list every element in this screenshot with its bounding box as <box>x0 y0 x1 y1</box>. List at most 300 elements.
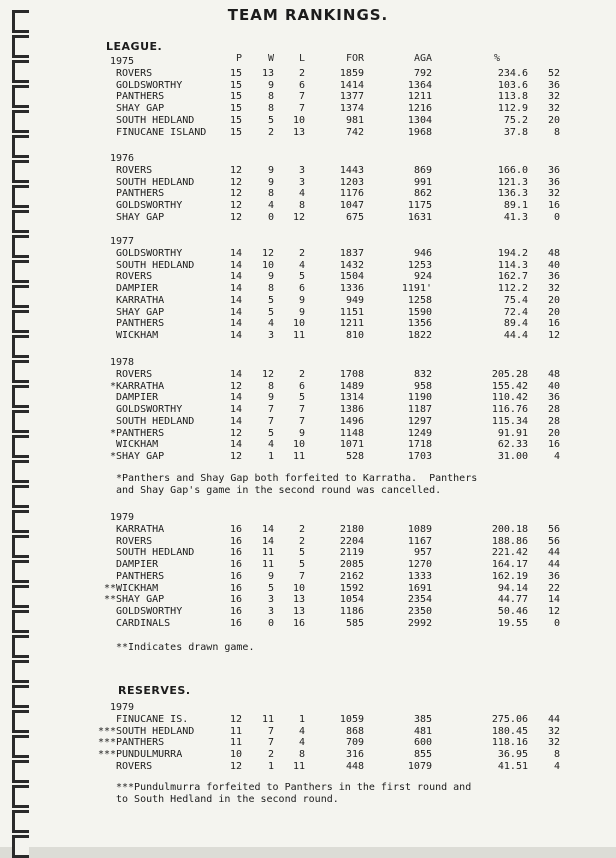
cell-aga: 1190 <box>407 392 432 404</box>
cell-w: 9 <box>267 79 274 91</box>
cell-team: SOUTH HEDLAND <box>116 415 195 427</box>
cell-team: ROVERS <box>116 165 153 176</box>
cell-l: 6 <box>298 79 305 91</box>
cell-for: 868 <box>345 725 364 737</box>
cell-w: 7 <box>267 737 274 749</box>
cell-p: 16 <box>229 594 242 606</box>
cell-p: 16 <box>229 535 242 547</box>
cell-pts: 36 <box>547 176 560 188</box>
table-row <box>0 103 616 115</box>
cell-pts: 8 <box>553 749 560 761</box>
cell-pct: 221.42 <box>491 547 528 559</box>
cell-l: 6 <box>298 380 305 392</box>
table-row <box>0 80 616 92</box>
cell-aga: 1297 <box>407 415 432 427</box>
cell-l: 5 <box>298 547 305 559</box>
table-row <box>0 439 616 451</box>
cell-team: SHAY GAP <box>116 594 165 606</box>
cell-w: 5 <box>267 114 274 126</box>
cell-l: 9 <box>298 427 305 439</box>
cell-l: 4 <box>298 725 305 737</box>
cell-p: 14 <box>229 259 242 271</box>
cell-team: PANTHERS <box>116 91 165 103</box>
cell-team: KARRATHA <box>116 294 165 306</box>
cell-pct: 112.9 <box>497 103 528 115</box>
cell-l: 8 <box>298 749 305 761</box>
binding-ring <box>12 635 29 658</box>
cell-p: 15 <box>229 79 242 91</box>
cell-pct: 50.46 <box>497 605 528 617</box>
cell-pts: 0 <box>553 211 560 223</box>
cell-pts: 36 <box>547 165 560 176</box>
cell-aga: 2350 <box>407 605 432 617</box>
cell-aga: 946 <box>413 248 432 259</box>
cell-for: 1374 <box>339 103 364 115</box>
cell-l: 3 <box>298 165 305 176</box>
cell-for: 1176 <box>339 188 364 200</box>
season-1979-year: 1979 <box>110 512 135 523</box>
table-row <box>0 618 616 630</box>
cell-aga: 1167 <box>407 535 432 547</box>
cell-aga: 1590 <box>407 306 432 318</box>
cell-pct: 234.6 <box>497 68 528 79</box>
cell-p: 16 <box>229 547 242 559</box>
cell-l: 16 <box>292 617 305 629</box>
cell-pct: 110.42 <box>491 392 528 404</box>
cell-pct: 19.55 <box>497 617 528 629</box>
table-row <box>0 369 616 381</box>
cell-pts: 48 <box>547 369 560 380</box>
table-row <box>0 115 616 127</box>
cell-w: 3 <box>267 605 274 617</box>
table-row <box>0 91 616 103</box>
cell-for: 1151 <box>339 306 364 318</box>
cell-pct: 91.91 <box>497 427 528 439</box>
table-row <box>0 606 616 618</box>
cell-for: 528 <box>345 450 364 462</box>
cell-pct: 41.51 <box>497 760 528 772</box>
cell-pct: 113.8 <box>497 91 528 103</box>
cell-w: 8 <box>267 103 274 115</box>
cell-pts: 28 <box>547 404 560 416</box>
cell-team: SOUTH HEDLAND <box>116 259 195 271</box>
cell-aga: 1253 <box>407 259 432 271</box>
table-row <box>0 68 616 80</box>
cell-aga: 481 <box>413 725 432 737</box>
cell-l: 11 <box>292 760 305 772</box>
cell-aga: 1703 <box>407 450 432 462</box>
cell-for: 1148 <box>339 427 364 439</box>
table-row <box>0 260 616 272</box>
cell-pct: 75.4 <box>503 294 528 306</box>
table-row <box>0 271 616 283</box>
cell-pts: 48 <box>547 248 560 259</box>
cell-p: 12 <box>229 714 242 725</box>
cell-aga: 1187 <box>407 404 432 416</box>
cell-aga: 1356 <box>407 318 432 330</box>
page-title: TEAM RANKINGS. <box>227 6 389 24</box>
cell-pts: 32 <box>547 283 560 295</box>
cell-for: 981 <box>345 114 364 126</box>
cell-team: GOLDSWORTHY <box>116 605 183 617</box>
cell-p: 12 <box>229 760 242 772</box>
cell-team: FINUCANE IS. <box>116 714 189 725</box>
cell-mark: * <box>109 427 116 439</box>
cell-l: 9 <box>298 306 305 318</box>
cell-w: 9 <box>267 570 274 582</box>
cell-p: 14 <box>229 248 242 259</box>
table-row <box>0 404 616 416</box>
cell-pts: 36 <box>547 271 560 283</box>
cell-pct: 121.3 <box>497 176 528 188</box>
cell-for: 1496 <box>339 415 364 427</box>
cell-pct: 114.3 <box>497 259 528 271</box>
cell-pts: 22 <box>547 582 560 594</box>
cell-pct: 44.77 <box>497 594 528 606</box>
cell-for: 1504 <box>339 271 364 283</box>
cell-p: 16 <box>229 582 242 594</box>
cell-l: 2 <box>298 248 305 259</box>
cell-p: 15 <box>229 68 242 79</box>
cell-pts: 56 <box>547 535 560 547</box>
cell-for: 1837 <box>339 248 364 259</box>
cell-team: ROVERS <box>116 369 153 380</box>
cell-pts: 20 <box>547 114 560 126</box>
cell-team: SOUTH HEDLAND <box>116 114 195 126</box>
table-row <box>0 212 616 224</box>
cell-pts: 52 <box>547 68 560 79</box>
cell-pct: 72.4 <box>503 306 528 318</box>
cell-pts: 28 <box>547 415 560 427</box>
cell-l: 7 <box>298 91 305 103</box>
cell-aga: 1364 <box>407 79 432 91</box>
cell-p: 11 <box>229 737 242 749</box>
cell-p: 14 <box>229 439 242 451</box>
cell-pts: 4 <box>553 760 560 772</box>
cell-pct: 275.06 <box>491 714 528 725</box>
season-1977-year: 1977 <box>110 236 135 247</box>
cell-pts: 12 <box>547 605 560 617</box>
cell-team: PUNDULMURRA <box>116 749 183 761</box>
cell-aga: 792 <box>413 68 432 79</box>
cell-aga: 1211 <box>407 91 432 103</box>
cell-l: 7 <box>298 570 305 582</box>
cell-team: ROVERS <box>116 760 153 772</box>
cell-p: 12 <box>229 176 242 188</box>
cell-w: 5 <box>267 427 274 439</box>
cell-aga: 1089 <box>407 524 432 535</box>
cell-aga: 600 <box>413 737 432 749</box>
cell-team: WICKHAM <box>116 439 159 451</box>
cell-team: PANTHERS <box>116 318 165 330</box>
season-1978-year: 1978 <box>110 357 135 368</box>
cell-pct: 37.8 <box>503 126 528 138</box>
table-row <box>0 536 616 548</box>
cell-aga: 1258 <box>407 294 432 306</box>
cell-for: 1211 <box>339 318 364 330</box>
cell-pts: 56 <box>547 524 560 535</box>
cell-w: 2 <box>267 126 274 138</box>
cell-l: 10 <box>292 318 305 330</box>
cell-pts: 32 <box>547 103 560 115</box>
cell-aga: 1270 <box>407 559 432 571</box>
cell-team: SHAY GAP <box>116 211 165 223</box>
cell-aga: 991 <box>413 176 432 188</box>
cell-w: 9 <box>267 392 274 404</box>
cell-l: 5 <box>298 271 305 283</box>
binding-ring <box>12 485 29 508</box>
cell-aga: 832 <box>413 369 432 380</box>
cell-team: FINUCANE ISLAND <box>116 126 207 138</box>
cell-pts: 14 <box>547 594 560 606</box>
cell-pct: 31.00 <box>497 450 528 462</box>
cell-pts: 20 <box>547 427 560 439</box>
table-row <box>0 559 616 571</box>
cell-for: 585 <box>345 617 364 629</box>
cell-p: 12 <box>229 427 242 439</box>
table-row <box>0 283 616 295</box>
cell-for: 709 <box>345 737 364 749</box>
cell-w: 1 <box>267 450 274 462</box>
cell-w: 9 <box>267 176 274 188</box>
cell-p: 11 <box>229 725 242 737</box>
cell-pts: 32 <box>547 188 560 200</box>
table-row <box>0 737 616 749</box>
cell-p: 16 <box>229 570 242 582</box>
cell-w: 5 <box>267 306 274 318</box>
cell-l: 9 <box>298 294 305 306</box>
cell-pts: 20 <box>547 306 560 318</box>
cell-p: 15 <box>229 126 242 138</box>
cell-aga: 1191' <box>401 283 432 295</box>
cell-mark: *** <box>97 737 116 749</box>
cell-pts: 44 <box>547 559 560 571</box>
cell-p: 12 <box>229 188 242 200</box>
cell-for: 1054 <box>339 594 364 606</box>
cell-l: 10 <box>292 439 305 451</box>
table-row <box>0 761 616 773</box>
cell-for: 316 <box>345 749 364 761</box>
cell-w: 7 <box>267 725 274 737</box>
cell-l: 4 <box>298 259 305 271</box>
cell-l: 2 <box>298 68 305 79</box>
cell-l: 6 <box>298 283 305 295</box>
cell-w: 14 <box>261 535 274 547</box>
cell-l: 13 <box>292 126 305 138</box>
cell-w: 8 <box>267 188 274 200</box>
cell-pct: 89.1 <box>503 200 528 212</box>
cell-p: 12 <box>229 450 242 462</box>
note-1979: **Indicates drawn game. <box>116 642 255 653</box>
cell-p: 15 <box>229 103 242 115</box>
cell-pct: 162.7 <box>497 271 528 283</box>
table-row <box>0 594 616 606</box>
cell-mark: *** <box>97 725 116 737</box>
cell-l: 4 <box>298 737 305 749</box>
cell-p: 10 <box>229 749 242 761</box>
binding-ring <box>12 460 29 483</box>
cell-l: 1 <box>298 714 305 725</box>
cell-w: 11 <box>261 714 274 725</box>
cell-w: 7 <box>267 404 274 416</box>
cell-l: 5 <box>298 559 305 571</box>
cell-team: KARRATHA <box>116 380 165 392</box>
cell-aga: 1822 <box>407 329 432 341</box>
cell-for: 1314 <box>339 392 364 404</box>
cell-pct: 112.2 <box>497 283 528 295</box>
cell-w: 4 <box>267 439 274 451</box>
cell-pct: 116.76 <box>491 404 528 416</box>
cell-w: 3 <box>267 329 274 341</box>
cell-l: 11 <box>292 450 305 462</box>
cell-p: 14 <box>229 329 242 341</box>
table-row <box>0 451 616 463</box>
binding-ring <box>12 810 29 833</box>
cell-pts: 32 <box>547 91 560 103</box>
cell-aga: 855 <box>413 749 432 761</box>
cell-w: 14 <box>261 524 274 535</box>
cell-w: 0 <box>267 617 274 629</box>
column-header-row <box>0 53 616 65</box>
cell-p: 15 <box>229 91 242 103</box>
cell-team: GOLDSWORTHY <box>116 200 183 212</box>
cell-w: 3 <box>267 594 274 606</box>
cell-l: 8 <box>298 200 305 212</box>
col-aga: AGA <box>413 53 432 64</box>
cell-pts: 12 <box>547 329 560 341</box>
table-row <box>0 547 616 559</box>
cell-w: 8 <box>267 283 274 295</box>
cell-w: 1 <box>267 760 274 772</box>
binding-ring <box>12 785 29 808</box>
cell-p: 14 <box>229 369 242 380</box>
cell-w: 9 <box>267 165 274 176</box>
table-row <box>0 524 616 536</box>
cell-pts: 44 <box>547 547 560 559</box>
cell-team: ROVERS <box>116 68 153 79</box>
cell-for: 949 <box>345 294 364 306</box>
cell-p: 14 <box>229 404 242 416</box>
cell-aga: 1249 <box>407 427 432 439</box>
cell-aga: 958 <box>413 380 432 392</box>
cell-w: 11 <box>261 547 274 559</box>
cell-aga: 1333 <box>407 570 432 582</box>
cell-p: 12 <box>229 380 242 392</box>
cell-p: 14 <box>229 271 242 283</box>
cell-aga: 1079 <box>407 760 432 772</box>
cell-pts: 32 <box>547 725 560 737</box>
cell-for: 1414 <box>339 79 364 91</box>
cell-w: 5 <box>267 294 274 306</box>
cell-l: 2 <box>298 369 305 380</box>
cell-pts: 8 <box>553 126 560 138</box>
cell-for: 810 <box>345 329 364 341</box>
cell-w: 8 <box>267 91 274 103</box>
cell-p: 14 <box>229 283 242 295</box>
cell-for: 1432 <box>339 259 364 271</box>
cell-pct: 75.2 <box>503 114 528 126</box>
cell-pct: 155.42 <box>491 380 528 392</box>
cell-team: GOLDSWORTHY <box>116 404 183 416</box>
cell-for: 1592 <box>339 582 364 594</box>
cell-pts: 16 <box>547 318 560 330</box>
cell-for: 1708 <box>339 369 364 380</box>
cell-aga: 385 <box>413 714 432 725</box>
table-row <box>0 127 616 139</box>
cell-l: 2 <box>298 535 305 547</box>
cell-p: 14 <box>229 318 242 330</box>
cell-pct: 62.33 <box>497 439 528 451</box>
cell-team: DAMPIER <box>116 559 159 571</box>
cell-aga: 957 <box>413 547 432 559</box>
cell-team: PANTHERS <box>116 427 165 439</box>
table-row <box>0 177 616 189</box>
cell-for: 1071 <box>339 439 364 451</box>
cell-pct: 44.4 <box>503 329 528 341</box>
table-row <box>0 248 616 260</box>
cell-for: 1489 <box>339 380 364 392</box>
cell-team: SHAY GAP <box>116 450 165 462</box>
cell-aga: 1968 <box>407 126 432 138</box>
cell-for: 675 <box>345 211 364 223</box>
cell-for: 1443 <box>339 165 364 176</box>
cell-l: 13 <box>292 605 305 617</box>
table-row <box>0 571 616 583</box>
cell-mark: * <box>109 450 116 462</box>
col-l: L <box>298 53 305 64</box>
col-pct: % <box>493 53 500 64</box>
cell-pts: 40 <box>547 380 560 392</box>
cell-team: SHAY GAP <box>116 306 165 318</box>
cell-l: 7 <box>298 103 305 115</box>
cell-w: 2 <box>267 749 274 761</box>
cell-pct: 205.28 <box>491 369 528 380</box>
league-heading: LEAGUE. <box>106 40 163 53</box>
cell-l: 4 <box>298 188 305 200</box>
cell-for: 1386 <box>339 404 364 416</box>
col-p: P <box>235 53 242 64</box>
cell-w: 0 <box>267 211 274 223</box>
table-row <box>0 318 616 330</box>
cell-aga: 1631 <box>407 211 432 223</box>
cell-p: 16 <box>229 524 242 535</box>
cell-pct: 94.14 <box>497 582 528 594</box>
cell-w: 4 <box>267 200 274 212</box>
cell-aga: 1304 <box>407 114 432 126</box>
cell-for: 2119 <box>339 547 364 559</box>
cell-mark: ** <box>103 582 116 594</box>
cell-l: 10 <box>292 582 305 594</box>
cell-aga: 2354 <box>407 594 432 606</box>
cell-pct: 41.3 <box>503 211 528 223</box>
cell-aga: 2992 <box>407 617 432 629</box>
cell-w: 5 <box>267 582 274 594</box>
table-row <box>0 330 616 342</box>
cell-mark: ** <box>103 594 116 606</box>
note-reserves: ***Pundulmurra forfeited to Panthers in the first round and to South Hedland in the second round. <box>116 782 472 805</box>
cell-aga: 1216 <box>407 103 432 115</box>
cell-pts: 36 <box>547 79 560 91</box>
cell-pct: 115.34 <box>491 415 528 427</box>
cell-team: WICKHAM <box>116 329 159 341</box>
cell-pts: 16 <box>547 200 560 212</box>
cell-aga: 869 <box>413 165 432 176</box>
cell-pct: 103.6 <box>497 79 528 91</box>
cell-p: 15 <box>229 114 242 126</box>
cell-aga: 862 <box>413 188 432 200</box>
cell-for: 1859 <box>339 68 364 79</box>
cell-for: 742 <box>345 126 364 138</box>
